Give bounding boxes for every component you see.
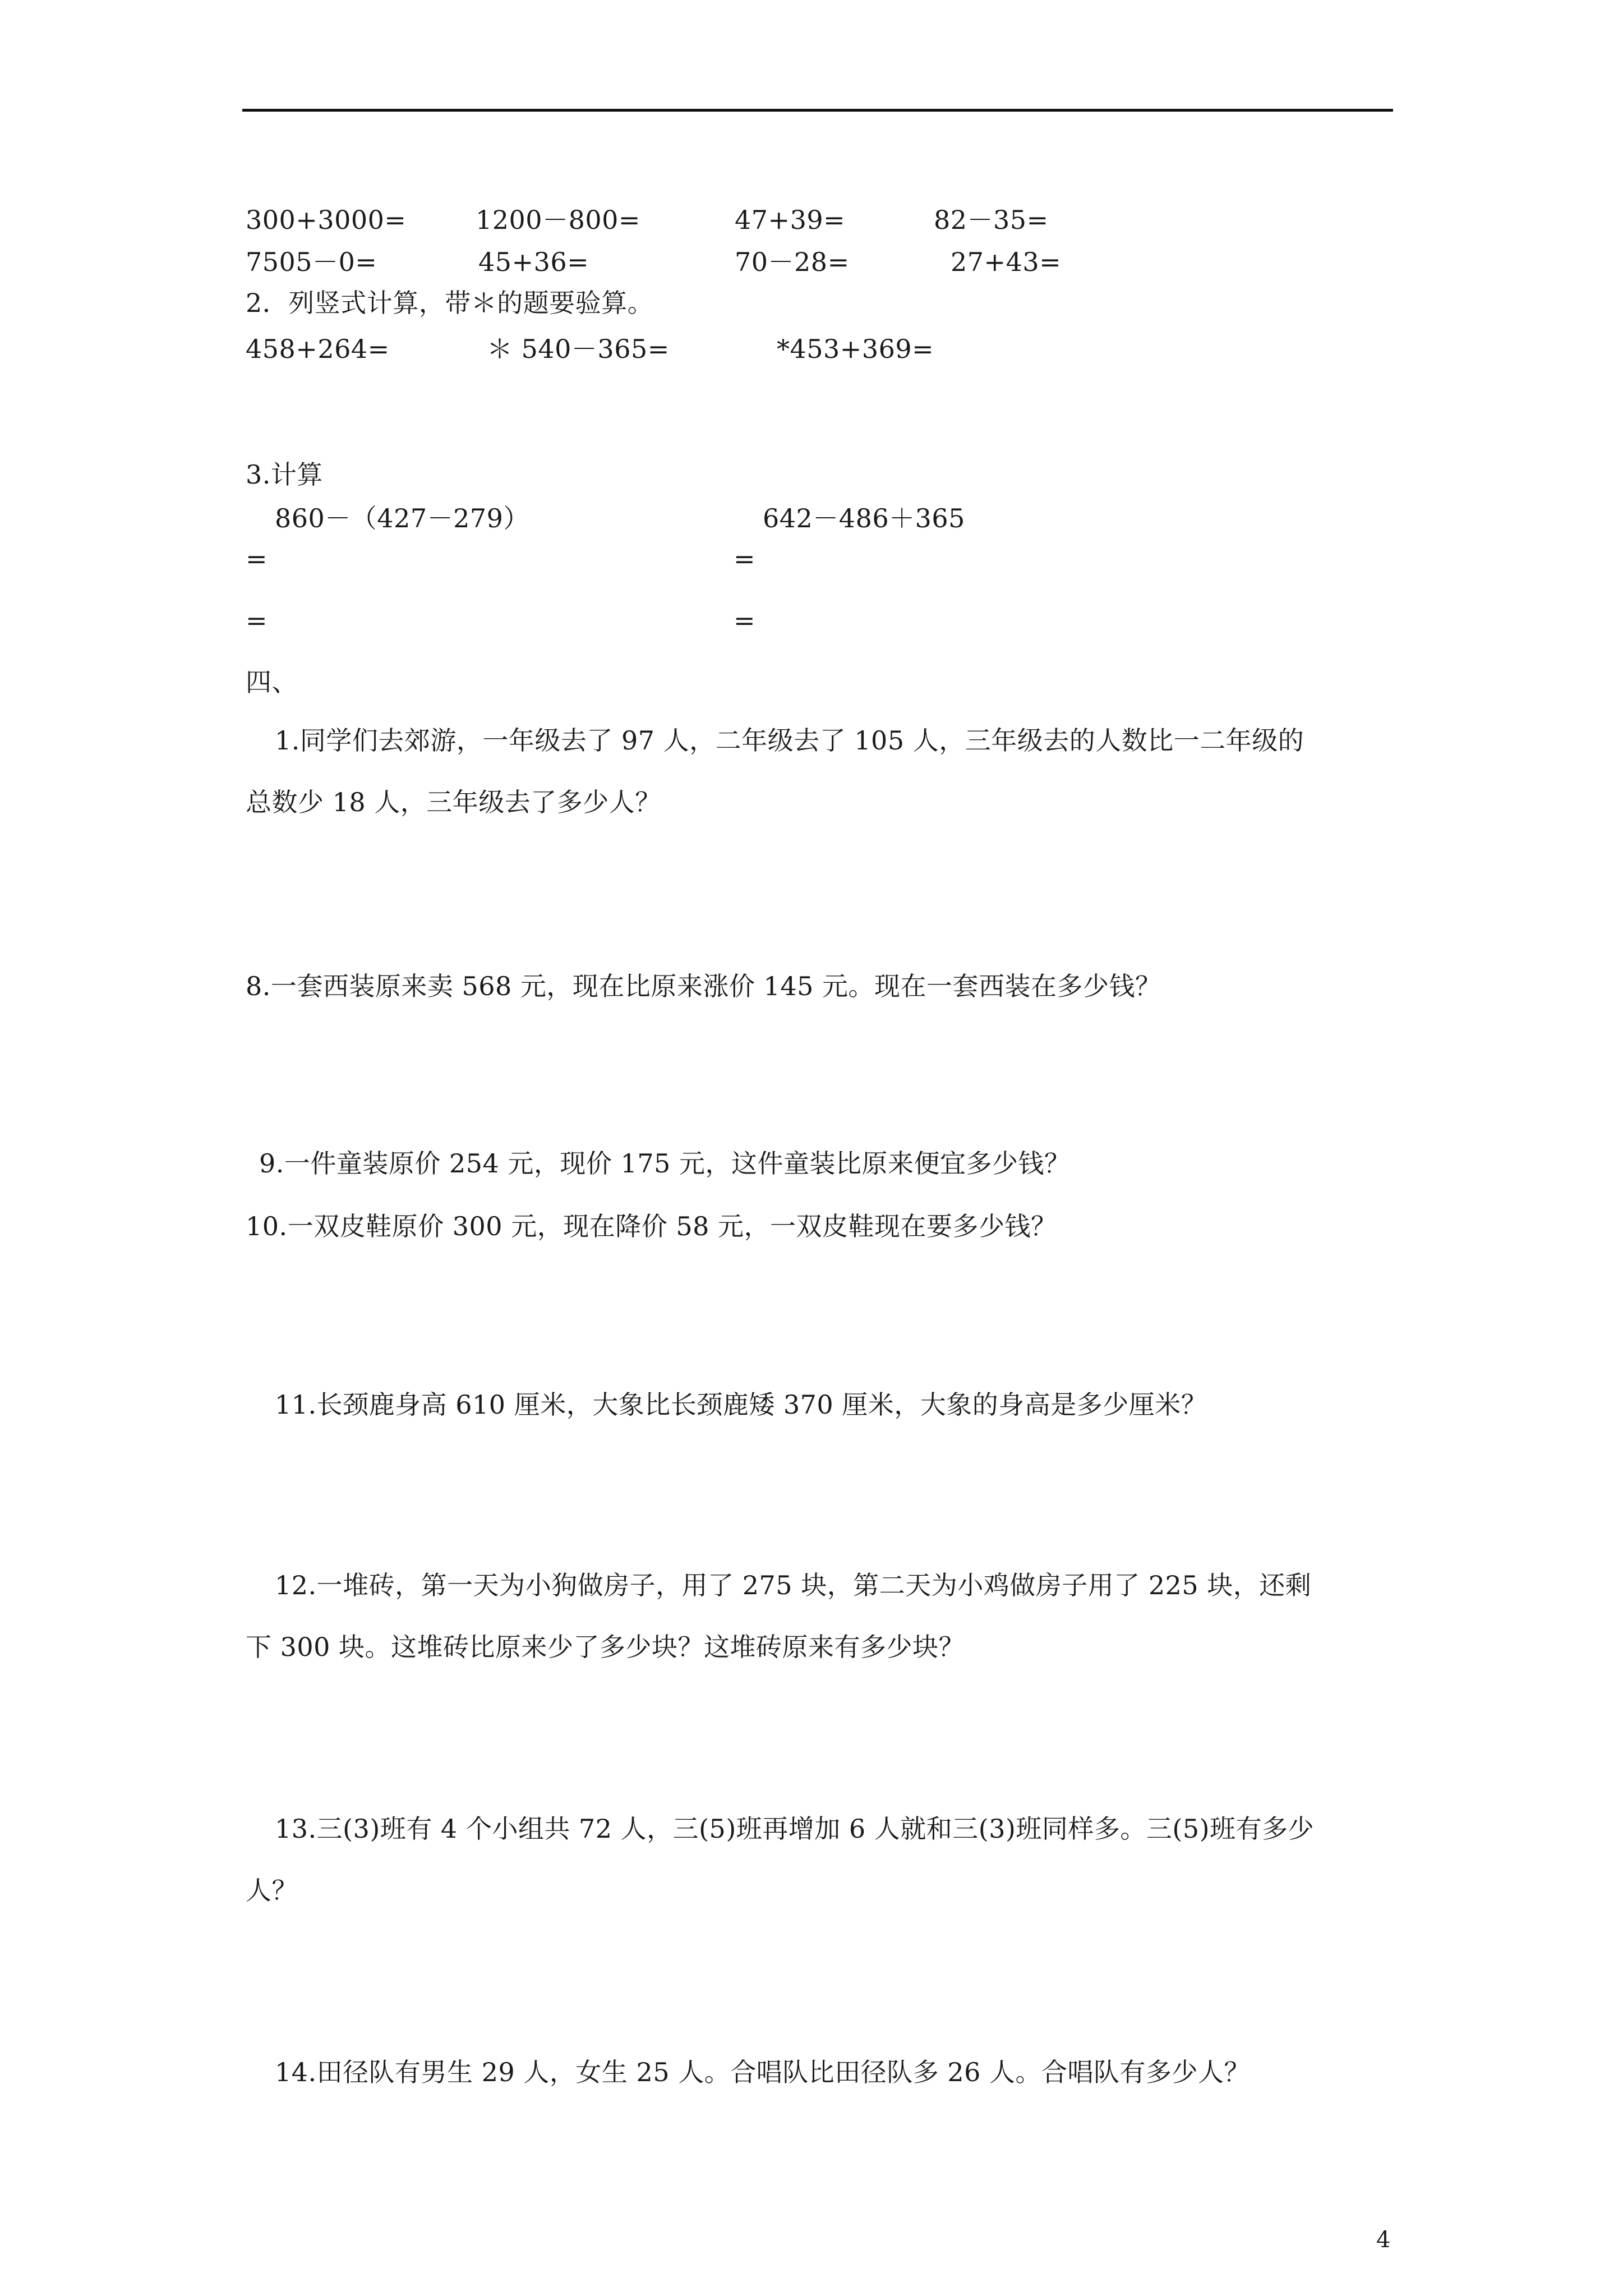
arith-item: 47+39=: [735, 205, 846, 235]
word-problem-9: 9.一件童装原价 254 元，现价 175 元，这件童装比原来便宜多少钱？: [259, 1148, 1071, 1179]
expression-left: 860－（427－279）: [275, 503, 529, 533]
arith-item: 70－28=: [735, 247, 850, 277]
word-problem-14: 14.田径队有男生 29 人，女生 25 人。合唱队比田径队多 26 人。合唱队有多少人？: [275, 2057, 1250, 2087]
equals-sign: =: [734, 605, 756, 636]
arith-item: 27+43=: [951, 247, 1062, 277]
equals-sign: =: [246, 605, 268, 636]
section-3-title: 3.计算: [246, 459, 323, 490]
arith-item: 7505－0=: [246, 247, 377, 277]
word-problem-12-cont: 下 300 块。这堆砖比原来少了多少块？这堆砖原来有多少块？: [246, 1632, 965, 1662]
page-number: 4: [1376, 2227, 1391, 2253]
word-problem-1-cont: 总数少 18 人，三年级去了多少人？: [246, 787, 661, 817]
header-rule: [242, 109, 1393, 112]
word-problem-1: 1.同学们去郊游，一年级去了 97 人，二年级去了 105 人，三年级去的人数比一二年级的: [275, 725, 1304, 756]
word-problem-12: 12.一堆砖，第一天为小狗做房子，用了 275 块，第二天为小鸡做房子用了 225 块，还剩: [275, 1570, 1312, 1600]
word-problem-13-cont: 人？: [246, 1875, 298, 1906]
arith-item: 45+36=: [478, 247, 589, 277]
vertical-calc-item: ＊ 540－365=: [487, 334, 670, 364]
word-problem-13: 13.三(3)班有 4 个小组共 72 人，三(5)班再增加 6 人就和三(3)班同样多。三(5)班有多少: [275, 1814, 1315, 1844]
word-problem-11: 11.长颈鹿身高 610 厘米，大象比长颈鹿矮 370 厘米，大象的身高是多少厘米？: [275, 1389, 1207, 1420]
equals-sign: =: [246, 544, 268, 574]
vertical-calc-item: 458+264=: [246, 334, 390, 364]
arith-item: 82－35=: [934, 205, 1049, 235]
arith-item: 1200－800=: [476, 205, 640, 235]
vertical-calc-item: *453+369=: [777, 334, 934, 364]
expression-right: 642－486＋365: [763, 503, 965, 533]
word-problem-8: 8.一套西装原来卖 568 元，现在比原来涨价 145 元。现在一套西装在多少钱？: [246, 971, 1161, 1001]
word-problem-10: 10.一双皮鞋原价 300 元，现在降价 58 元，一双皮鞋现在要多少钱？: [246, 1211, 1057, 1241]
arith-item: 300+3000=: [246, 205, 407, 235]
section-4-title: 四、: [246, 667, 298, 697]
section-2-title: 2．列竖式计算，带＊的题要验算。: [246, 288, 654, 318]
equals-sign: =: [734, 544, 756, 574]
